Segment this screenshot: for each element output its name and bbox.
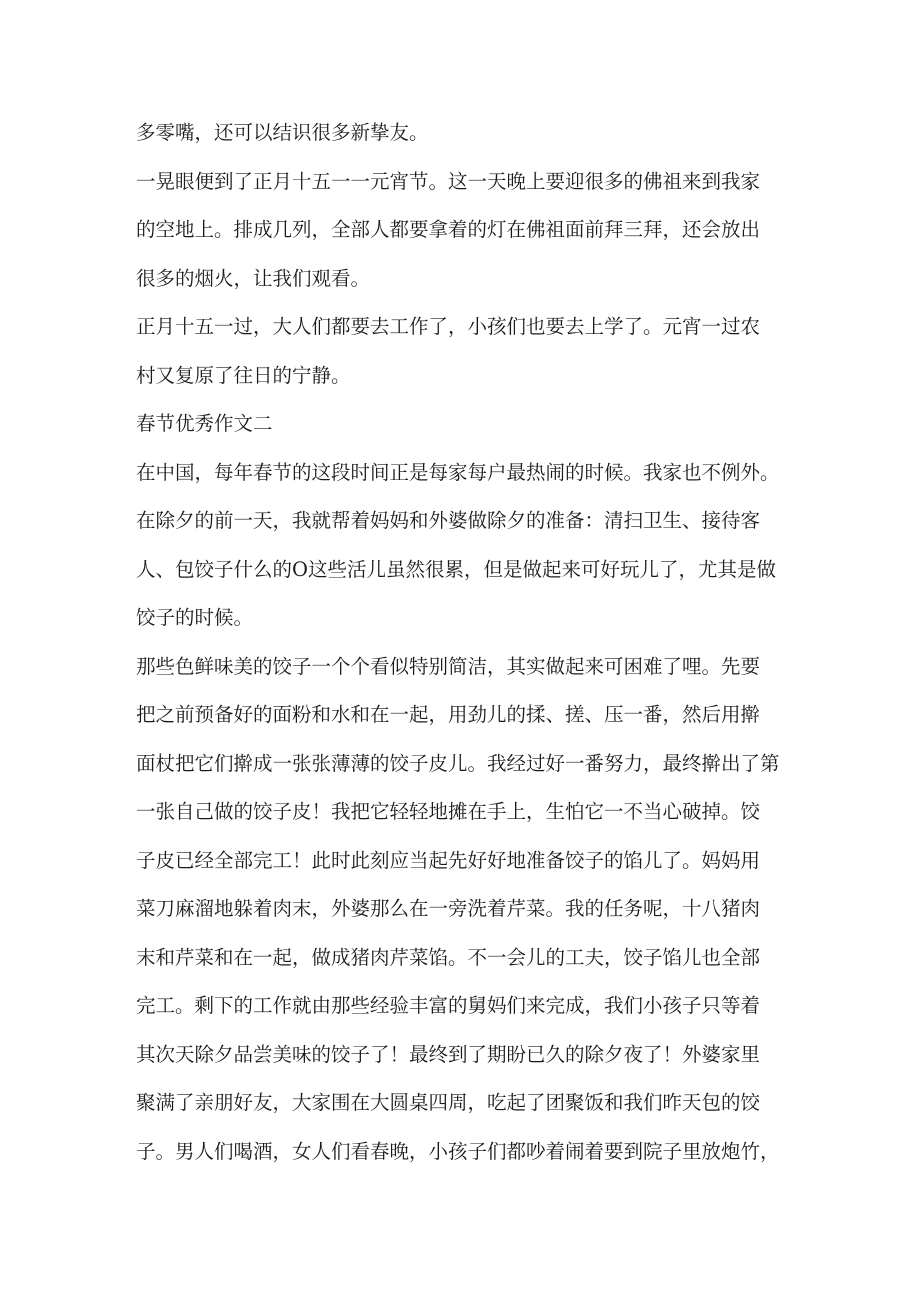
text-line: 在除夕的前一天，我就帮着妈妈和外婆做除夕的准备：清扫卫生、接待客 (136, 509, 761, 532)
text-line: 子皮已经全部完工！此时此刻应当起先好好地准备饺子的馅儿了。妈妈用 (136, 848, 761, 872)
text-line: 面杖把它们擀成一张张薄薄的饺子皮儿。我经过好一番努力，最终擀出了第 (136, 751, 780, 775)
text-line: 一张自己做的饺子皮！我把它轻轻地摊在手上，生怕它一不当心破掉。饺 (136, 800, 761, 823)
text-line: 把之前预备好的面粉和水和在一起，用劲儿的揉、搓、压一番，然后用擀 (136, 703, 761, 726)
text-line: 那些色鲜味美的饺子一个个看似特别简洁，其实做起来可困难了哩。先要 (136, 654, 761, 678)
text-line: 多零嘴，还可以结识很多新挚友。 (136, 121, 429, 144)
text-line: 村又复原了往日的宁静。 (136, 363, 351, 387)
text-line: 饺子的时候。 (136, 606, 254, 629)
text-line: 正月十五一过，大人们都要去工作了，小孩们也要去上学了。元宵一过农 (136, 315, 761, 338)
text-line: 完工。剩下的工作就由那些经验丰富的舅妈们来完成，我们小孩子只等着 (136, 994, 761, 1017)
text-line: 很多的烟火，让我们观看。 (136, 266, 371, 290)
text-line: 在中国，每年春节的这段时间正是每家每户最热闹的时候。我家也不例外。 (136, 460, 780, 484)
text-line: 人、包饺子什么的O这些活儿虽然很累，但是做起来可好玩儿了，尤其是做 (136, 557, 776, 581)
text-line: 一晃眼便到了正月十五一一元宵节。这一天晚上要迎很多的佛祖来到我家 (136, 169, 761, 193)
section-heading: 春节优秀作文二 (136, 412, 273, 435)
text-line: 末和芹菜和在一起，做成猪肉芹菜馅。不一会儿的工夫，饺子馅儿也全部 (136, 945, 761, 969)
text-line: 子。男人们喝酒，女人们看春晚，小孩子们都吵着闹着要到院子里放炮竹， (136, 1139, 780, 1163)
document-body (136, 116, 796, 1183)
text-line: 的空地上。排成几列，全部人都要拿着的灯在佛祖面前拜三拜，还会放出 (136, 218, 761, 241)
text-line: 其次天除夕品尝美味的饺子了！最终到了期盼已久的除夕夜了！外婆家里 (136, 1042, 761, 1066)
text-line: 聚满了亲朋好友，大家围在大圆桌四周，吃起了团聚饭和我们昨天包的饺 (136, 1091, 761, 1114)
text-line: 菜刀麻溜地躲着肉末，外婆那么在一旁洗着芹菜。我的任务呢，十八猪肉 (136, 897, 761, 920)
